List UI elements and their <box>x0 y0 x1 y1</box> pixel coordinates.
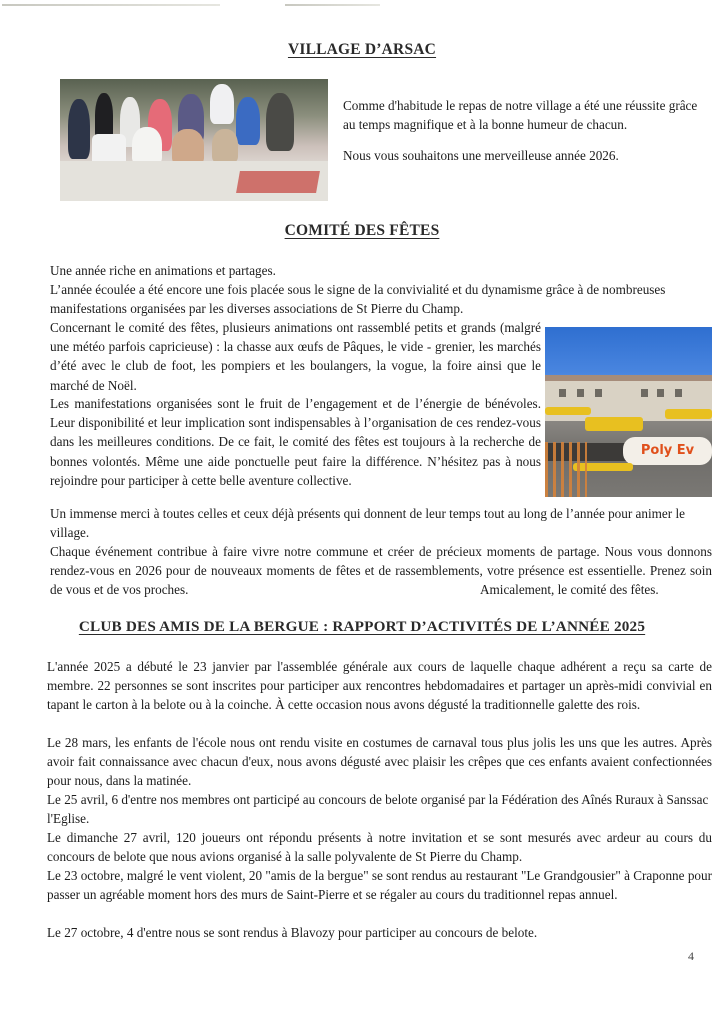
page-number: 4 <box>688 949 694 963</box>
comite-heading: COMITÉ DES FÊTES <box>284 222 440 239</box>
comite-thanks-paragraph: Un immense merci à toutes celles et ceux déjà présents qui donnent de leur temps tout au long de l’année pour animer le village. <box>50 506 685 541</box>
club-october23-paragraph: Le 23 octobre, malgré le vent violent, 20 "amis de la bergue" se sont rendus au restaurant "Le Grandgousier" à Craponne pour passer un agréable moment hors des murs de Saint-Pierre et se régaler au cours du traditionnel repas annuel. <box>47 868 712 903</box>
village-paragraph: Comme d'habitude le repas de notre village a été une réussite grâce au temps magnifique et à la bonne humeur de chacun. <box>343 98 698 133</box>
comite-intro-paragraph: L’année écoulée a été encore une fois placée sous le signe de la convivialité et du dynamisme grâce à de nombreuses manifestations organisées par les diverses associations de St Pierre du Champ. <box>50 282 666 317</box>
club-heading: CLUB DES AMIS DE LA BERGUE : RAPPORT D’ACTIVITÉS DE L’ANNÉE 2025 <box>78 618 646 635</box>
fete-kart-photo <box>545 327 712 497</box>
village-wishes: Nous vous souhaitons une merveilleuse année 2026. <box>343 148 619 163</box>
club-january-paragraph: L'année 2025 a débuté le 23 janvier par l'assemblée générale aux cours de laquelle chaque adhérent a reçu sa carte de membre. 22 personnes se sont inscrites pour participer aux rencontres hebdomadaires et partager un après-midi convivial en tapant le carton à la belote ou à la coinche. À cette occasion nous avons dégusté la traditionnelle galette des rois. <box>47 659 712 713</box>
club-april25-paragraph: Le 25 avril, 6 d'entre nos membres ont participé au concours de belote organisé par la Fédération des Aînés Ruraux à Sanssac l'Eglise. <box>47 792 709 827</box>
scan-artifact <box>285 4 380 6</box>
comite-intro-line: Une année riche en animations et partages. <box>50 263 276 278</box>
village-meal-photo <box>60 79 328 201</box>
tablecloth <box>236 171 320 193</box>
scan-artifact <box>2 4 220 6</box>
club-march-paragraph: Le 28 mars, les enfants de l'école nous ont rendu visite en costumes de carnaval tous plus jolis les uns que les autres. Après avoir fait connaissance avec chacun d'eux, nous avons dégusté avec plaisir les crêpes que ces enfants avaient confectionnées pour nous, dans la matinée. <box>47 735 712 789</box>
fence <box>545 442 587 497</box>
comite-signoff: Amicalement, le comité des fêtes. <box>480 582 659 597</box>
club-april27-paragraph: Le dimanche 27 avril, 120 joueurs ont répondu présents à notre invitation et se sont mesurés avec ardeur au cours du concours de belote que nous avions organisé à la salle polyvalente de St Pierre du Champ. <box>47 830 712 865</box>
banner-text: Poly Ev <box>623 437 712 465</box>
village-heading: VILLAGE D’ARSAC <box>287 41 437 58</box>
comite-closing-paragraph: Chaque événement contribue à faire vivre notre commune et créer de précieux moments de partage. Nous vous donnons rendez-vous en 2026 pour de nouveaux moments de fêtes et de rassemblements, votre présence est essentielle. Prenez soin de vous et de vos proches. <box>50 544 712 598</box>
comite-volunteers-paragraph: Les manifestations organisées sont le fruit de l’engagement et de l’énergie de bénévoles. Leur disponibilité et leur implication sont indispensables à l’organisation de ces rendez-vous dans les meilleures conditions. De ce fait, le comité des fêtes est toujours à la recherche de bonnes volontés. Même une aide ponctuelle peut faire la différence. N’hésitez pas à nous rejoindre pour participer à cette belle aventure collective. <box>50 396 541 488</box>
club-october27-paragraph: Le 27 octobre, 4 d'entre nous se sont rendus à Blavozy pour participer au concours de belote. <box>47 925 538 940</box>
comite-events-paragraph: Concernant le comité des fêtes, plusieurs animations ont rassemblé petits et grands (malgré une météo parfois capricieuse) : la chasse aux œufs de Pâques, le vide - grenier, les marchés d’été avec le club de foot, les pompiers et les boulangers, la vogue, la foire ainsi que le marché de Noël. <box>50 320 541 393</box>
